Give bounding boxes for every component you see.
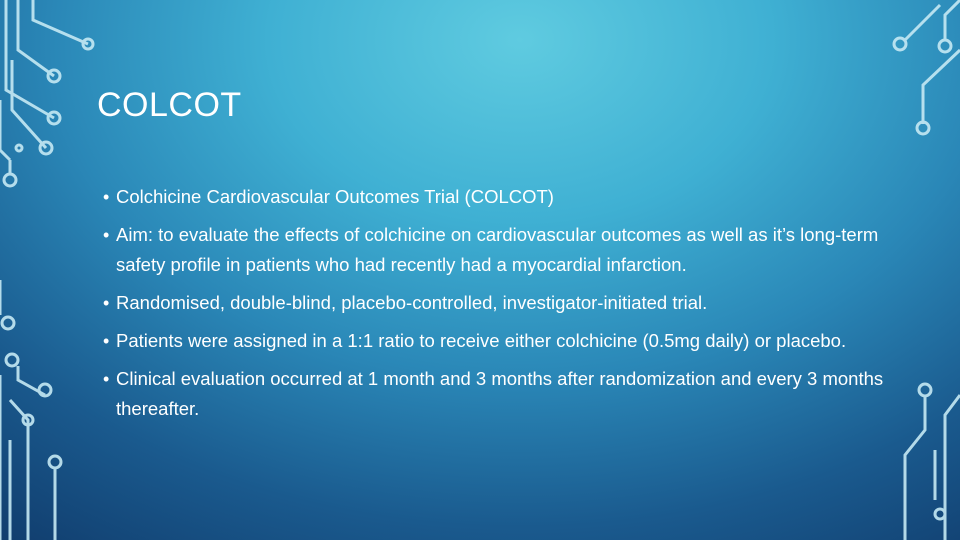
bullet-dot-icon: • — [103, 331, 110, 351]
bullet-text: Colchicine Cardiovascular Outcomes Trial (COLCOT) — [116, 186, 554, 207]
bullet-text: Randomised, double-blind, placebo-controlled, investigator-initiated trial. — [116, 292, 708, 313]
bullet-item — [97, 220, 897, 280]
bullet-dot-icon: • — [103, 225, 110, 245]
bullet-item — [97, 182, 897, 212]
bullet-item — [97, 288, 897, 318]
bullet-text: Clinical evaluation occurred at 1 month and 3 months after randomization and every 3 months thereafter. — [116, 368, 884, 419]
bullet-dot-icon: • — [103, 187, 110, 207]
bullet-item — [97, 364, 897, 424]
bullet-dot-icon: • — [103, 369, 110, 389]
bullet-list — [97, 182, 897, 432]
slide-title: COLCOT — [97, 86, 242, 124]
bullet-text: Patients were assigned in a 1:1 ratio to receive either colchicine (0.5mg daily) or placebo. — [116, 330, 847, 351]
bullet-dot-icon: • — [103, 293, 110, 313]
bullet-text: Aim: to evaluate the effects of colchicine on cardiovascular outcomes as well as it’s long-term safety profile in patients who had recently had a myocardial infarction. — [116, 224, 879, 275]
bullet-item — [97, 326, 897, 356]
